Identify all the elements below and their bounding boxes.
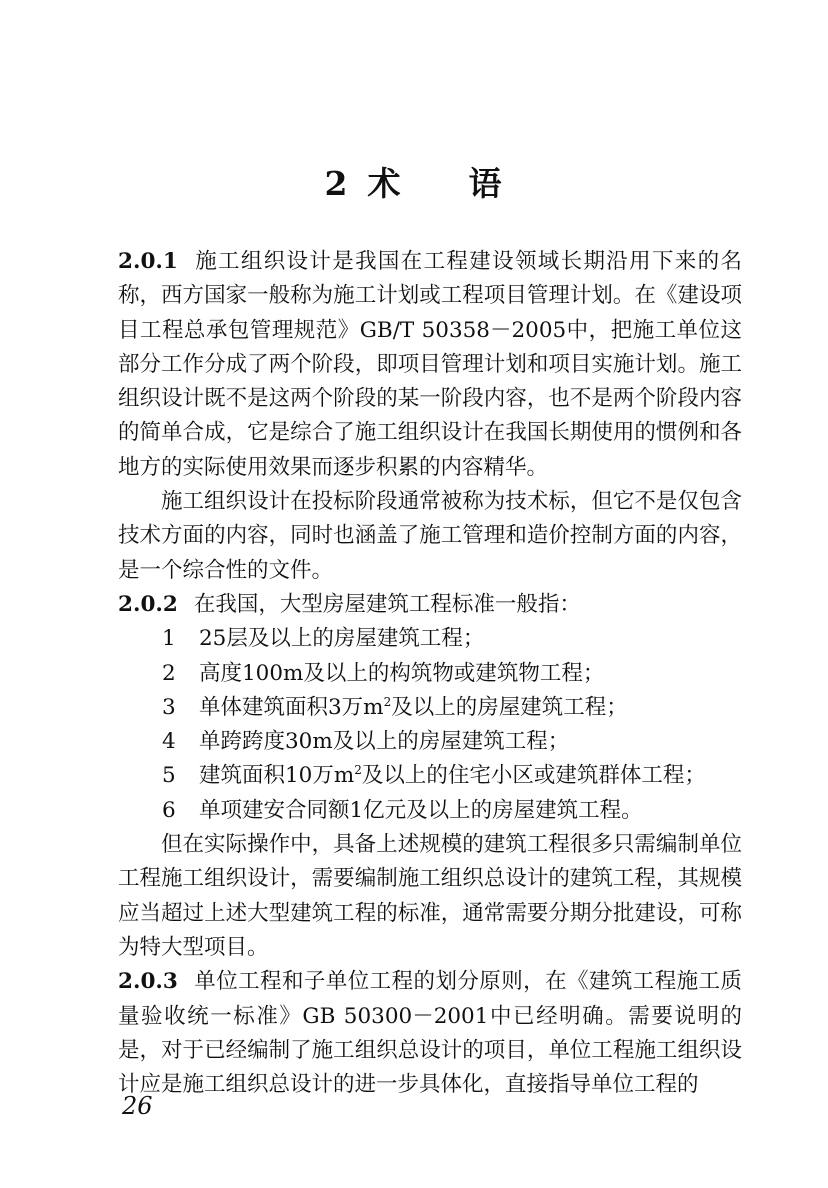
page-number: 26 <box>122 1092 153 1120</box>
list-item-number: 5 <box>162 763 176 789</box>
clause-2-0-1-paragraph-2: 施工组织设计在投标阶段通常被称为技术标，但它不是仅包含技术方面的内容，同时也涵盖了施工管理和造价控制方面的内容，是一个综合性的文件。 <box>118 489 742 583</box>
list-item-number: 6 <box>162 797 176 823</box>
list-item-text-suffix: 及以上的住宅小区或建筑群体工程； <box>361 763 706 789</box>
clause-number-2-0-1: 2.0.1 <box>118 249 178 274</box>
chapter-number: 2 <box>324 164 350 203</box>
list-item-number: 3 <box>162 694 176 720</box>
list-item-text-suffix: 及以上的房屋建筑工程； <box>391 694 628 720</box>
list-item <box>118 657 742 691</box>
clause-2-0-3-paragraph <box>118 965 742 1102</box>
clause-2-0-3-text: 单位工程和子单位工程的划分原则，在《建筑工程施工质量验收统一标准》GB 50300－2001中已经明确。需要说明的是，对于已经编制了施工组织总设计的项目，单位工程施工组织设计应是施工组织总设计的进一步具体化，直接指导单位工程的 <box>118 969 742 1098</box>
clause-2-0-1-text-1: 施工组织设计是我国在工程建设领域长期沿用下来的名称，西方国家一般称为施工计划或工程项目管理计划。在《建设项目工程总承包管理规范》GB/T 50358－2005中，把施工单位这部分工作分成了两个阶段，即项目管理计划和项目实施计划。施工组织设计既不是这两个阶段的某一阶段内容，也不是两个阶段内容的简单合成，它是综合了施工组织设计在我国长期使用的惯例和各地方的实际使用效果而逐步积累的内容精华。 <box>118 249 742 480</box>
clause-number-2-0-3: 2.0.3 <box>118 969 178 995</box>
list-item-text: 高度100m及以上的构筑物或建筑物工程； <box>199 660 605 686</box>
list-item-text: 单跨跨度30m及以上的房屋建筑工程； <box>199 729 570 755</box>
clause-2-0-1-paragraph-1 <box>118 245 742 485</box>
clause-2-0-2-paragraph: 但在实际操作中，具备上述规模的建筑工程很多只需编制单位工程施工组织设计，需要编制施工组织总设计的建筑工程，其规模应当超过上述大型建筑工程的标准，通常需要分期分批建设，可称为特大型项目。 <box>118 832 742 960</box>
list-item <box>118 759 742 793</box>
chapter-title <box>0 158 828 205</box>
list-item <box>118 794 742 828</box>
list-item-number: 1 <box>162 626 176 652</box>
list-item <box>118 622 742 656</box>
list-item-text: 建筑面积10万m <box>199 763 355 789</box>
chapter-title-word-2: 语 <box>468 164 504 203</box>
clause-2-0-2-intro-text: 在我国，大型房屋建筑工程标准一般指： <box>193 591 581 617</box>
list-item-text: 25层及以上的房屋建筑工程； <box>199 626 485 652</box>
superscript: 2 <box>354 763 362 778</box>
list-item <box>118 725 742 759</box>
list-item-number: 2 <box>162 660 176 686</box>
list-item-text: 单体建筑面积3万m <box>199 694 384 720</box>
list-item-number: 4 <box>162 729 176 755</box>
clause-2-0-2-intro <box>118 588 742 622</box>
body-text <box>118 245 742 1102</box>
superscript: 2 <box>383 694 392 709</box>
clause-number-2-0-2: 2.0.2 <box>118 591 178 617</box>
chapter-title-word-1: 术 <box>367 164 403 203</box>
list-item <box>118 691 742 725</box>
list-item-text: 单项建安合同额1亿元及以上的房屋建筑工程。 <box>199 797 643 823</box>
